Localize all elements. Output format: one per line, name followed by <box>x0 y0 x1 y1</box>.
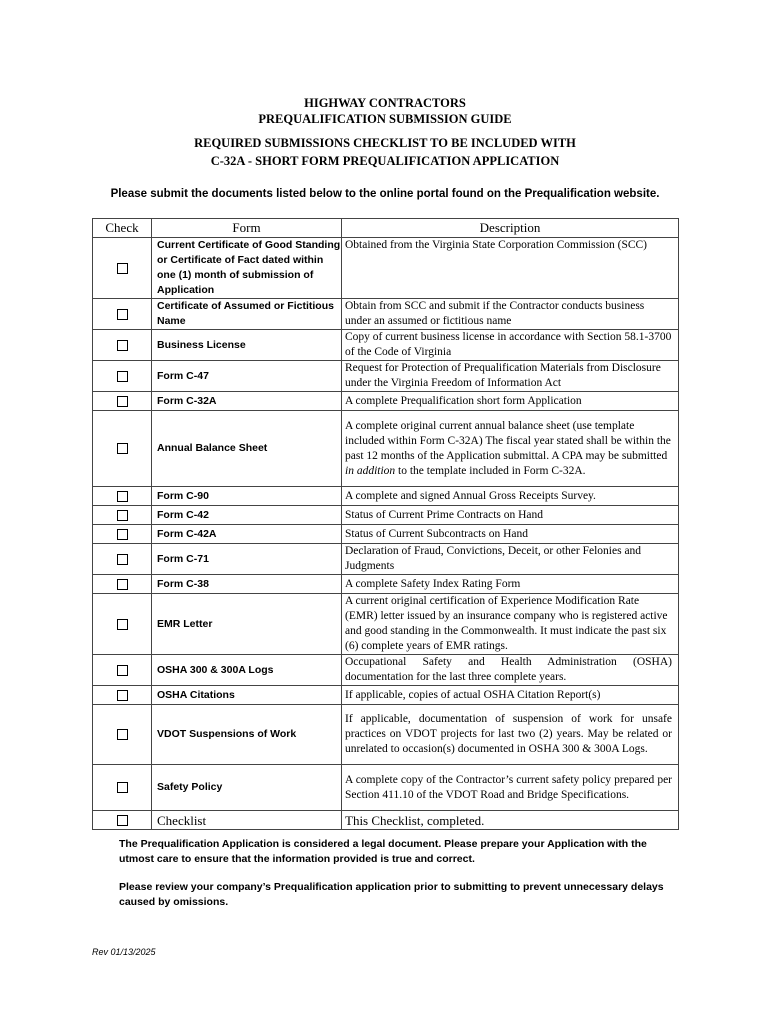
form-cell: OSHA Citations <box>152 686 342 705</box>
checkbox[interactable] <box>117 729 128 740</box>
form-cell: Form C-90 <box>152 487 342 506</box>
description-cell: Obtain from SCC and submit if the Contractor conducts business under an assumed or fictitious name <box>342 299 679 330</box>
form-cell: EMR Letter <box>152 594 342 655</box>
description-cell: A complete Safety Index Rating Form <box>342 575 679 594</box>
description-text: to the template included in Form C-32A. <box>395 464 586 477</box>
description-cell: If applicable, documentation of suspension of work for unsafe practices on VDOT projects for last two (2) years. May be related or unrelated to occasion(s) documented in OSHA 300 & 300A Logs. <box>342 705 679 765</box>
form-cell: Form C-42 <box>152 506 342 525</box>
column-header-description: Description <box>342 219 679 238</box>
table-row <box>93 765 679 811</box>
description-cell: This Checklist, completed. <box>342 811 679 830</box>
table-row <box>93 487 679 506</box>
submissions-table <box>92 218 679 830</box>
table-header-row <box>93 219 679 238</box>
description-cell: A complete copy of the Contractor’s current safety policy prepared per Section 411.10 of the VDOT Road and Bridge Specifications. <box>342 765 679 811</box>
description-cell: Declaration of Fraud, Convictions, Deceit, or other Felonies and Judgments <box>342 544 679 575</box>
checkbox[interactable] <box>117 309 128 320</box>
description-cell <box>342 411 679 487</box>
description-cell: Copy of current business license in accordance with Section 58.1-3700 of the Code of Virginia <box>342 330 679 361</box>
table-row <box>93 811 679 830</box>
table-row <box>93 705 679 765</box>
form-cell: Annual Balance Sheet <box>152 411 342 487</box>
checkbox[interactable] <box>117 815 128 826</box>
table-row <box>93 525 679 544</box>
form-cell: Form C-38 <box>152 575 342 594</box>
table-row <box>93 330 679 361</box>
description-cell: A current original certification of Experience Modification Rate (EMR) letter issued by an insurance company who is registered active and good standing in the Commonwealth. It must indicate the past six (6) complete years of EMR ratings. <box>342 594 679 655</box>
checkbox[interactable] <box>117 782 128 793</box>
column-header-form: Form <box>152 219 342 238</box>
table-row <box>93 655 679 686</box>
checkbox[interactable] <box>117 690 128 701</box>
form-cell: VDOT Suspensions of Work <box>152 705 342 765</box>
checkbox[interactable] <box>117 371 128 382</box>
description-cell: Obtained from the Virginia State Corporation Commission (SCC) <box>342 238 679 299</box>
checkbox[interactable] <box>117 619 128 630</box>
form-cell: Current Certificate of Good Standing or Certificate of Fact dated within one (1) month of submission of Application <box>152 238 342 299</box>
checkbox[interactable] <box>117 263 128 274</box>
checkbox[interactable] <box>117 510 128 521</box>
description-cell: Status of Current Subcontracts on Hand <box>342 525 679 544</box>
table-row <box>93 594 679 655</box>
form-cell: Certificate of Assumed or Fictitious Name <box>152 299 342 330</box>
table-row <box>93 361 679 392</box>
column-header-check: Check <box>93 219 152 238</box>
checkbox[interactable] <box>117 396 128 407</box>
description-cell: If applicable, copies of actual OSHA Citation Report(s) <box>342 686 679 705</box>
form-cell: Business License <box>152 330 342 361</box>
description-cell: A complete and signed Annual Gross Receipts Survey. <box>342 487 679 506</box>
form-cell: Checklist <box>152 811 342 830</box>
description-cell: Status of Current Prime Contracts on Hand <box>342 506 679 525</box>
table-row <box>93 544 679 575</box>
checkbox[interactable] <box>117 340 128 351</box>
intro-instruction: Please submit the documents listed below to the online portal found on the Prequalification website. <box>110 188 660 200</box>
form-cell: Form C-47 <box>152 361 342 392</box>
form-cell: OSHA 300 & 300A Logs <box>152 655 342 686</box>
checklist-subheading: C-32A - SHORT FORM PREQUALIFICATION APPLICATION <box>210 154 560 168</box>
table-row <box>93 686 679 705</box>
form-cell: Form C-71 <box>152 544 342 575</box>
legal-notice: The Prequalification Application is considered a legal document. Please prepare your Application with the utmost care to ensure that the information provided is true and correct. <box>119 838 647 865</box>
table-row <box>93 392 679 411</box>
description-cell: Occupational Safety and Health Administration (OSHA) documentation for the last three complete years. <box>342 655 679 686</box>
description-cell: A complete Prequalification short form Application <box>342 392 679 411</box>
checklist-heading: REQUIRED SUBMISSIONS CHECKLIST TO BE INCLUDED WITH <box>194 136 576 150</box>
table-row <box>93 238 679 299</box>
checkbox[interactable] <box>117 529 128 540</box>
table-row <box>93 411 679 487</box>
description-emphasis: in addition <box>345 464 396 477</box>
description-text: A complete original current annual balance sheet (use template included within Form C-32A) The fiscal year stated shall be within the past 12 months of the Application submittal. A CPA may be submitted <box>345 419 671 462</box>
checkbox[interactable] <box>117 554 128 565</box>
table-row <box>93 506 679 525</box>
checkbox[interactable] <box>117 443 128 454</box>
checkbox[interactable] <box>117 665 128 676</box>
form-cell: Safety Policy <box>152 765 342 811</box>
description-cell: Request for Protection of Prequalification Materials from Disclosure under the Virginia Freedom of Information Act <box>342 361 679 392</box>
table-row <box>93 575 679 594</box>
review-notice: Please review your company’s Prequalification application prior to submitting to prevent unnecessary delays caused by omissions. <box>119 881 664 908</box>
form-cell: Form C-32A <box>152 392 342 411</box>
table-row <box>93 299 679 330</box>
document-subtitle: PREQUALIFICATION SUBMISSION GUIDE <box>258 112 512 126</box>
document-title: HIGHWAY CONTRACTORS <box>304 96 466 110</box>
revision-date: Rev 01/13/2025 <box>92 947 156 957</box>
checkbox[interactable] <box>117 579 128 590</box>
checkbox[interactable] <box>117 491 128 502</box>
form-cell: Form C-42A <box>152 525 342 544</box>
